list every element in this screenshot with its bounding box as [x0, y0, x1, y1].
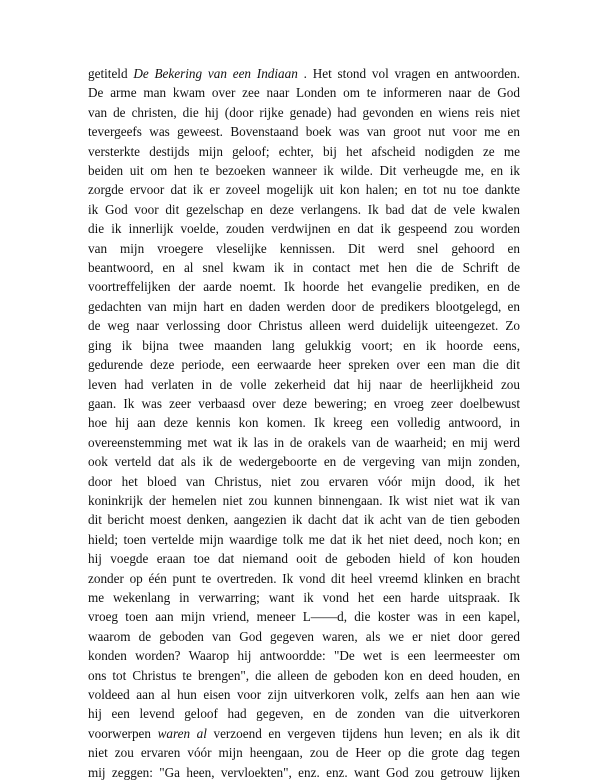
- body-text: [88, 64, 520, 782]
- text-line: [88, 180, 520, 199]
- text-line: [88, 530, 520, 549]
- text-run: gedachten van mijn hart en daden werden door de predikers blootgelegd, en: [88, 298, 520, 314]
- text-line: [88, 607, 520, 626]
- text-run: konden worden? Waarop hij antwoordde: "De wet is een leermeester om: [88, 648, 520, 664]
- text-run: zorgde ervoor dat ik er zoveel mogelijk uit kon halen; en tot nu toe dankte: [88, 182, 520, 198]
- text-line: [88, 704, 520, 723]
- text-run: de weg naar verlossing door Christus alleen werd duidelijk uiteengezet. Zo: [88, 318, 520, 334]
- text-run: getiteld: [88, 66, 134, 81]
- text-line: [88, 258, 520, 277]
- text-line: [88, 510, 520, 529]
- text-line: [88, 142, 520, 161]
- text-line: [88, 355, 520, 374]
- text-line: [88, 763, 520, 782]
- text-run: voortreffelijken der aarde noemt. Ik hoorde het evangelie prediken, en de: [88, 279, 520, 295]
- text-run: hij een levend geloof had gegeven, en de zonden van die uitverkoren: [88, 706, 520, 722]
- text-run: verzoend en vergeven tijdens hun leven; en als ik dit: [206, 725, 520, 741]
- text-run: leven had verlaten in de volle zekerheid dat hij naar de heerlijkheid zou: [88, 376, 520, 392]
- text-run: beantwoord, en al snel kwam ik in contact met hen die de Schrift de: [88, 260, 520, 276]
- text-run: zonder op één punt te overtreden. Ik vond dit heel vreemd klinken en bracht: [88, 570, 520, 586]
- text-line: [88, 666, 520, 685]
- text-line: [88, 743, 520, 762]
- italic-text-run: waren al: [157, 725, 207, 741]
- text-line: [88, 627, 520, 646]
- text-run: . Het stond vol vragen en antwoorden.: [297, 66, 520, 81]
- text-run: De arme man kwam over zee naar Londen om te informeren naar de God: [88, 85, 520, 101]
- text-line: [88, 239, 520, 258]
- text-line: [88, 394, 520, 413]
- text-run: dit bericht moest denken, aangezien ik dacht dat ik acht van de tien geboden: [88, 512, 520, 528]
- text-line: [88, 200, 520, 219]
- text-run: door het bloed van Christus, niet zou ervaren vóór mijn dood, ik het: [88, 473, 520, 489]
- text-run: hij voegde eraan toe dat niemand ooit de geboden hield of kon houden: [88, 551, 520, 567]
- text-run: beiden uit om hen te bezoeken wanneer ik wilde. Dit verheugde me, en ik: [88, 163, 520, 179]
- text-run: me wekenlang in verwarring; want ik vond het een harde uitspraak. Ik: [88, 589, 520, 605]
- text-line: [88, 549, 520, 568]
- text-line: [88, 491, 520, 510]
- text-run: koninkrijk der hemelen niet zou kunnen binnengaan. Ik wist niet wat ik van: [88, 492, 520, 508]
- text-line: [88, 336, 520, 355]
- text-line: [88, 685, 520, 704]
- text-run: ging ik bijna twee maanden lang gelukkig voort; en ik hoorde eens,: [88, 337, 520, 353]
- text-run: hoe hij aan deze kennis kon komen. Ik kreeg een volledig antwoord, in: [88, 415, 520, 431]
- text-line: [88, 161, 520, 180]
- text-line: [88, 122, 520, 141]
- text-line: [88, 724, 520, 743]
- text-run: voldeed aan al hun eisen voor zijn uitverkoren volk, zelfs aan hen aan wie: [88, 687, 520, 702]
- text-run: versterkte destijds mijn geloof; echter, bij het afscheid nodigden ze me: [88, 143, 520, 159]
- text-line: [88, 413, 520, 432]
- text-line: [88, 83, 520, 102]
- text-line: [88, 103, 520, 122]
- text-line: [88, 452, 520, 471]
- text-run: voorwerpen: [88, 725, 158, 741]
- text-run: gaan. Ik was zeer verbaasd over deze bewering; en vroeg zeer doelbewust: [88, 395, 520, 411]
- text-run: overeenstemming met wat ik las in de orakels van de waarheid; en mij werd: [88, 434, 520, 450]
- text-run: van mijn vroegere vleselijke kennissen. Dit werd snel gehoord en: [88, 240, 520, 256]
- text-line: [88, 588, 520, 607]
- text-line: [88, 277, 520, 296]
- text-line: [88, 375, 520, 394]
- text-run: hield; toen vertelde mijn waardige tolk me dat ik het niet deed, noch kon; en: [88, 531, 520, 547]
- text-line: [88, 472, 520, 491]
- text-run: niet zou ervaren vóór mijn heengaan, zou de Heer op die grote dag tegen: [88, 745, 520, 761]
- text-run: ik God voor dit gezelschap en deze verlangens. Ik bad dat de vele kwalen: [88, 201, 520, 217]
- text-line: [88, 646, 520, 665]
- text-run: tevergeefs was geweest. Bovenstaand boek was van groot nut voor me en: [88, 124, 520, 140]
- text-run: die ik innerlijk voelde, zouden verdwijnen en dat ik gespeend zou worden: [88, 221, 520, 237]
- text-line: [88, 219, 520, 238]
- text-run: vroeg toen aan mijn vriend, meneer L——d, die koster was in een kapel,: [88, 609, 520, 625]
- text-run: ook verteld dat als ik de wedergeboorte en de vergeving van mijn zonden,: [88, 454, 520, 470]
- text-run: mij zeggen: "Ga heen, vervloekten", enz. enz. want God zou getrouw lijken: [88, 764, 520, 780]
- text-run: ons tot Christus te brengen", die alleen de geboden kon en deed houden, en: [88, 667, 520, 683]
- text-run: van de christen, die hij (door rijke genade) had gevonden en wiens reis niet: [88, 104, 520, 120]
- text-line: [88, 297, 520, 316]
- text-run: waarom de geboden van God gegeven waren, als we er niet door gered: [88, 628, 520, 644]
- italic-text-run: De Bekering van een Indiaan: [133, 66, 298, 81]
- text-line: [88, 316, 520, 335]
- text-line: [88, 433, 520, 452]
- text-run: gedurende deze periode, een eerwaarde heer spreken over een man die dit: [88, 357, 520, 373]
- text-line: [88, 569, 520, 588]
- text-line: [88, 64, 520, 83]
